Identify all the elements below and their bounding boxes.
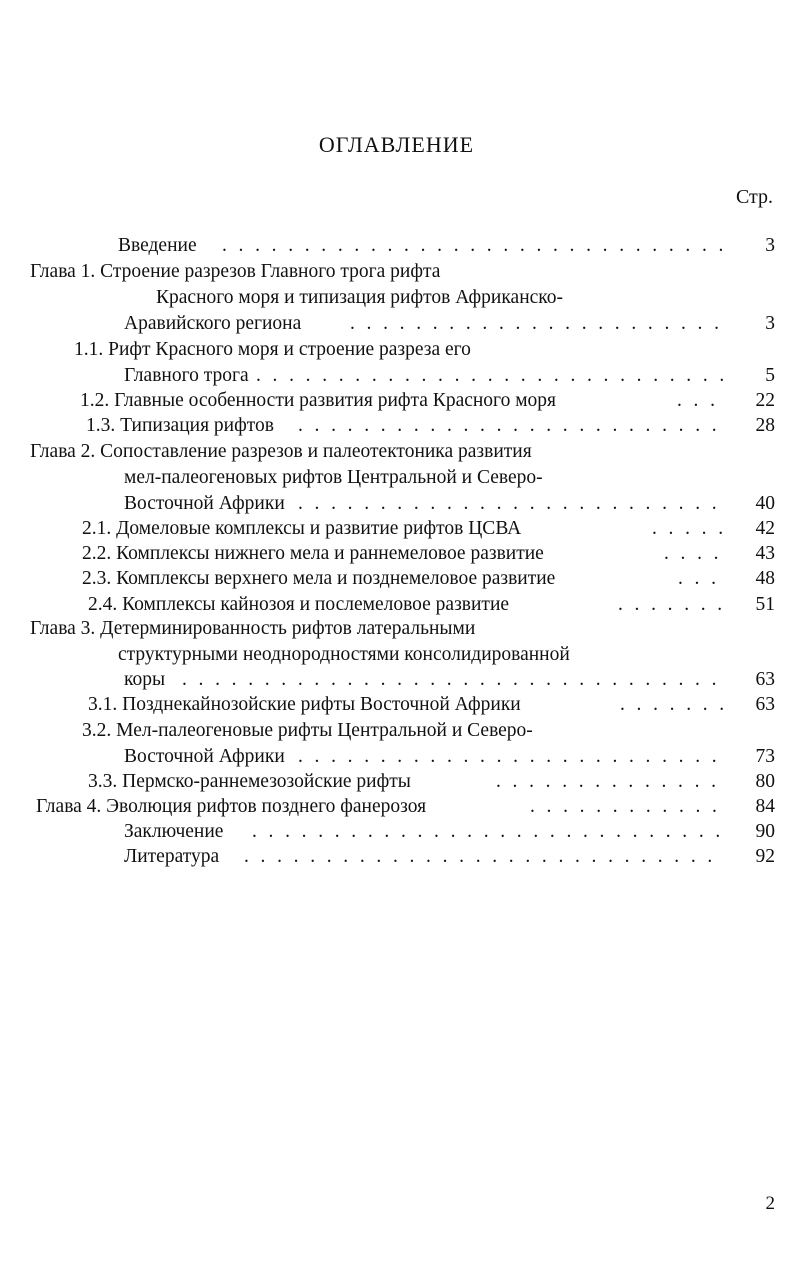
toc-leader: [298, 414, 724, 438]
toc-entry-intro: Введение: [118, 235, 197, 256]
page-number: 2: [765, 1193, 775, 1214]
toc-leader: [618, 593, 724, 617]
toc-chapter-3: Глава 3. Детерминированность рифтов латеральными: [30, 618, 476, 639]
toc-page-number: 51: [755, 594, 775, 615]
toc-leader: [298, 745, 724, 769]
toc-leader: [496, 770, 724, 794]
toc-chapter-1-line-3: Аравийского региона: [124, 313, 302, 334]
toc-chapter-1-line-2: Красного моря и типизация рифтов Африканско-: [156, 287, 564, 308]
toc-section-2-1: 2.1. Домеловые комплексы и развитие рифтов ЦСВА: [82, 518, 522, 539]
toc-page-number: 84: [755, 796, 775, 817]
toc-page-number: 5: [765, 365, 775, 386]
toc-leader: [652, 517, 724, 541]
toc-chapter-1: Глава 1. Строение разрезов Главного трога рифта: [30, 261, 441, 282]
toc-leader: [620, 693, 724, 717]
toc-section-2-4: 2.4. Комплексы кайнозоя и послемеловое развитие: [88, 594, 510, 615]
toc-page-number: 40: [755, 493, 775, 514]
toc-leader: [298, 492, 724, 516]
page-title: ОГЛАВЛЕНИЕ: [318, 132, 475, 157]
toc-page-number: 73: [755, 746, 775, 767]
toc-section-2-2: 2.2. Комплексы нижнего мела и раннемеловое развитие: [82, 543, 544, 564]
toc-section-1-3: 1.3. Типизация рифтов: [86, 415, 274, 436]
toc-leader: [677, 389, 724, 413]
toc-chapter-2-line-3: Восточной Африки: [124, 493, 285, 514]
toc-page-number: 42: [755, 518, 775, 539]
toc-leader: [678, 567, 724, 591]
toc-leader: [664, 542, 724, 566]
toc-leader: [530, 795, 724, 819]
toc-section-3-3: 3.3. Пермско-раннемезозойские рифты: [88, 771, 411, 792]
toc-page-number: 3: [765, 235, 775, 256]
toc-leader: [182, 668, 724, 692]
toc-section-1-2: 1.2. Главные особенности развития рифта Красного моря: [80, 390, 557, 411]
toc-section-1-1-line-2: Главного трога: [124, 365, 249, 386]
page-column-label: Стр.: [735, 186, 773, 208]
toc-page-number: 63: [755, 669, 775, 690]
toc-chapter-2-line-2: мел-палеогеновых рифтов Центральной и Северо-: [124, 467, 543, 488]
toc-chapter-4: Глава 4. Эволюция рифтов позднего фанерозоя: [36, 796, 427, 817]
toc-leader: [350, 312, 724, 336]
toc-section-1-1: 1.1. Рифт Красного моря и строение разреза его: [74, 339, 471, 360]
toc-page-number: 63: [755, 694, 775, 715]
toc-page-number: 80: [755, 771, 775, 792]
toc-section-3-2-line-2: Восточной Африки: [124, 746, 285, 767]
toc-leader: [256, 364, 724, 388]
toc-page-number: 90: [755, 821, 775, 842]
toc-section-2-3: 2.3. Комплексы верхнего мела и позднемеловое развитие: [82, 568, 556, 589]
toc-chapter-3-line-2: структурными неоднородностями консолидированной: [118, 644, 570, 665]
toc-leader: [222, 234, 722, 258]
toc-page-number: 22: [755, 390, 775, 411]
toc-entry-conclusion: Заключение: [124, 821, 224, 842]
toc-leader: [244, 845, 724, 869]
toc-chapter-2: Глава 2. Сопоставление разрезов и палеотектоника развития: [30, 441, 532, 462]
toc-chapter-3-line-3: коры: [124, 669, 166, 690]
toc-page-number: 92: [755, 846, 775, 867]
toc-section-3-2: 3.2. Мел-палеогеновые рифты Центральной и Северо-: [82, 720, 533, 741]
toc-page-number: 48: [755, 568, 775, 589]
toc-page-number: 28: [755, 415, 775, 436]
toc-leader: [252, 820, 724, 844]
toc-entry-references: Литература: [124, 846, 220, 867]
toc-section-3-1: 3.1. Позднекайнозойские рифты Восточной Африки: [88, 694, 521, 715]
toc-page-number: 3: [765, 313, 775, 334]
toc-page-number: 43: [755, 543, 775, 564]
